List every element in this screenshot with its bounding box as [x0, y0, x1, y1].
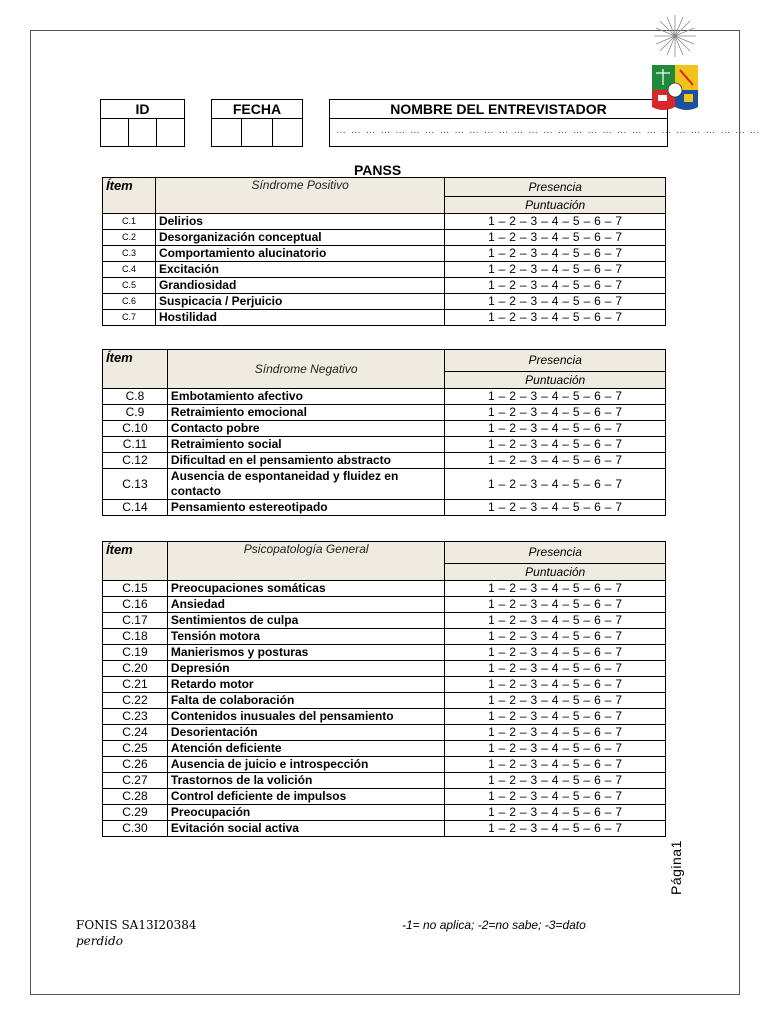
table-row — [103, 773, 666, 789]
score-scale[interactable]: 1 – 2 – 3 – 4 – 5 – 6 – 7 — [445, 453, 666, 469]
score-scale[interactable]: 1 – 2 – 3 – 4 – 5 – 6 – 7 — [445, 278, 666, 294]
item-code: C.8 — [103, 389, 168, 405]
table-row — [103, 389, 666, 405]
table-row — [103, 597, 666, 613]
table-row — [103, 821, 666, 837]
table-row — [103, 453, 666, 469]
item-code: C.11 — [103, 437, 168, 453]
item-code: C.16 — [103, 597, 168, 613]
table-row — [103, 294, 666, 310]
table-row — [103, 500, 666, 516]
syndrome-header: Síndrome Positivo — [155, 178, 444, 214]
presence-header: Presencia — [445, 350, 666, 372]
item-name: Retraimiento emocional — [167, 405, 444, 421]
score-scale[interactable]: 1 – 2 – 3 – 4 – 5 – 6 – 7 — [445, 821, 666, 837]
item-code: C.22 — [103, 693, 168, 709]
item-code: C.19 — [103, 645, 168, 661]
general-psychopathology-table — [102, 541, 666, 837]
score-scale[interactable]: 1 – 2 – 3 – 4 – 5 – 6 – 7 — [445, 597, 666, 613]
item-name: Trastornos de la volición — [167, 773, 445, 789]
entrevistador-field[interactable]: … … … … … … … … … … … … … … … … … … … … … … … … … … … … … — [336, 125, 761, 136]
syndrome-header: Síndrome Negativo — [167, 350, 444, 389]
syndrome-header: Psicopatología General — [167, 542, 445, 581]
table-row — [103, 805, 666, 821]
item-code: C.26 — [103, 757, 168, 773]
negative-syndrome-table — [102, 349, 666, 516]
score-scale[interactable]: 1 – 2 – 3 – 4 – 5 – 6 – 7 — [445, 214, 666, 230]
table-row — [103, 278, 666, 294]
score-header: Puntuación — [445, 564, 666, 581]
score-legend: -1= no aplica; -2=no sabe; -3=dato — [402, 918, 586, 932]
score-scale[interactable]: 1 – 2 – 3 – 4 – 5 – 6 – 7 — [445, 693, 666, 709]
table-row — [103, 661, 666, 677]
university-logo-icon — [650, 15, 700, 121]
fecha-cell[interactable] — [273, 119, 302, 146]
score-scale[interactable]: 1 – 2 – 3 – 4 – 5 – 6 – 7 — [445, 773, 666, 789]
fecha-cell[interactable] — [242, 119, 272, 146]
item-code: C.12 — [103, 453, 168, 469]
item-name: Excitación — [155, 262, 444, 278]
presence-header: Presencia — [445, 178, 666, 197]
table-row — [103, 469, 666, 500]
item-name: Sentimientos de culpa — [167, 613, 445, 629]
score-scale[interactable]: 1 – 2 – 3 – 4 – 5 – 6 – 7 — [445, 262, 666, 278]
item-code: C.27 — [103, 773, 168, 789]
item-code: C.17 — [103, 613, 168, 629]
table-row — [103, 230, 666, 246]
entrevistador-box — [329, 99, 761, 147]
table-row — [103, 613, 666, 629]
id-cell[interactable] — [129, 119, 157, 146]
item-code: C.7 — [103, 310, 156, 326]
item-name: Suspicacia / Perjuicio — [155, 294, 444, 310]
item-code: C.1 — [103, 214, 156, 230]
item-code: C.23 — [103, 709, 168, 725]
id-label: ID — [101, 100, 184, 119]
table-row — [103, 757, 666, 773]
item-name: Control deficiente de impulsos — [167, 789, 445, 805]
item-code: C.30 — [103, 821, 168, 837]
item-name: Preocupaciones somáticas — [167, 581, 445, 597]
item-name: Tensión motora — [167, 629, 445, 645]
score-scale[interactable]: 1 – 2 – 3 – 4 – 5 – 6 – 7 — [445, 421, 666, 437]
score-scale[interactable]: 1 – 2 – 3 – 4 – 5 – 6 – 7 — [445, 230, 666, 246]
item-code: C.14 — [103, 500, 168, 516]
item-code: C.20 — [103, 661, 168, 677]
table-row — [103, 741, 666, 757]
id-cell[interactable] — [157, 119, 184, 146]
id-cell[interactable] — [101, 119, 129, 146]
score-scale[interactable]: 1 – 2 – 3 – 4 – 5 – 6 – 7 — [445, 246, 666, 262]
score-scale[interactable]: 1 – 2 – 3 – 4 – 5 – 6 – 7 — [445, 757, 666, 773]
score-scale[interactable]: 1 – 2 – 3 – 4 – 5 – 6 – 7 — [445, 389, 666, 405]
item-name: Delirios — [155, 214, 444, 230]
score-scale[interactable]: 1 – 2 – 3 – 4 – 5 – 6 – 7 — [445, 709, 666, 725]
table-row — [103, 581, 666, 597]
item-code: C.15 — [103, 581, 168, 597]
item-name: Comportamiento alucinatorio — [155, 246, 444, 262]
item-code: C.5 — [103, 278, 156, 294]
item-name: Desorientación — [167, 725, 445, 741]
item-code: C.9 — [103, 405, 168, 421]
score-scale[interactable]: 1 – 2 – 3 – 4 – 5 – 6 – 7 — [445, 741, 666, 757]
score-scale[interactable]: 1 – 2 – 3 – 4 – 5 – 6 – 7 — [445, 725, 666, 741]
item-name: Manierismos y posturas — [167, 645, 445, 661]
item-name: Embotamiento afectivo — [167, 389, 444, 405]
score-scale[interactable]: 1 – 2 – 3 – 4 – 5 – 6 – 7 — [445, 469, 666, 500]
item-name: Contenidos inusuales del pensamiento — [167, 709, 445, 725]
item-name: Ansiedad — [167, 597, 445, 613]
table-row — [103, 262, 666, 278]
item-name: Contacto pobre — [167, 421, 444, 437]
item-name: Atención deficiente — [167, 741, 445, 757]
entrevistador-label: NOMBRE DEL ENTREVISTADOR — [330, 100, 667, 119]
score-scale[interactable]: 1 – 2 – 3 – 4 – 5 – 6 – 7 — [445, 405, 666, 421]
score-scale[interactable]: 1 – 2 – 3 – 4 – 5 – 6 – 7 — [445, 500, 666, 516]
item-code: C.21 — [103, 677, 168, 693]
score-scale[interactable]: 1 – 2 – 3 – 4 – 5 – 6 – 7 — [445, 613, 666, 629]
item-code: C.28 — [103, 789, 168, 805]
table-row — [103, 677, 666, 693]
presence-header: Presencia — [445, 542, 666, 564]
item-name: Desorganización conceptual — [155, 230, 444, 246]
score-scale[interactable]: 1 – 2 – 3 – 4 – 5 – 6 – 7 — [445, 661, 666, 677]
page-number: Página1 — [668, 840, 684, 895]
item-header: Ítem — [103, 178, 156, 214]
item-code: C.18 — [103, 629, 168, 645]
score-header: Puntuación — [445, 197, 666, 214]
item-name: Hostilidad — [155, 310, 444, 326]
item-name: Pensamiento estereotipado — [167, 500, 444, 516]
score-scale[interactable]: 1 – 2 – 3 – 4 – 5 – 6 – 7 — [445, 805, 666, 821]
score-scale[interactable]: 1 – 2 – 3 – 4 – 5 – 6 – 7 — [445, 437, 666, 453]
panss-title: PANSS — [354, 162, 402, 178]
fecha-box — [211, 99, 303, 147]
item-code: C.6 — [103, 294, 156, 310]
score-scale[interactable]: 1 – 2 – 3 – 4 – 5 – 6 – 7 — [445, 294, 666, 310]
score-scale[interactable]: 1 – 2 – 3 – 4 – 5 – 6 – 7 — [445, 581, 666, 597]
item-code: C.13 — [103, 469, 168, 500]
table-row — [103, 645, 666, 661]
item-code: C.2 — [103, 230, 156, 246]
item-code: C.25 — [103, 741, 168, 757]
item-code: C.4 — [103, 262, 156, 278]
table-row — [103, 246, 666, 262]
score-header: Puntuación — [445, 372, 666, 389]
table-row — [103, 789, 666, 805]
table-row — [103, 310, 666, 326]
item-name: Grandiosidad — [155, 278, 444, 294]
item-name: Falta de colaboración — [167, 693, 445, 709]
item-name: Depresión — [167, 661, 445, 677]
fecha-cell[interactable] — [212, 119, 242, 146]
positive-syndrome-table — [102, 177, 666, 326]
item-name: Retraimiento social — [167, 437, 444, 453]
table-row — [103, 709, 666, 725]
id-box — [100, 99, 185, 147]
table-row — [103, 214, 666, 230]
table-row — [103, 437, 666, 453]
fecha-label: FECHA — [212, 100, 302, 119]
item-code: C.10 — [103, 421, 168, 437]
table-row — [103, 629, 666, 645]
table-row — [103, 725, 666, 741]
item-name: Dificultad en el pensamiento abstracto — [167, 453, 444, 469]
item-code: C.29 — [103, 805, 168, 821]
score-scale[interactable]: 1 – 2 – 3 – 4 – 5 – 6 – 7 — [445, 629, 666, 645]
table-row — [103, 405, 666, 421]
table-row — [103, 421, 666, 437]
project-code: FONIS SA13I20384 — [76, 918, 197, 932]
score-scale[interactable]: 1 – 2 – 3 – 4 – 5 – 6 – 7 — [445, 677, 666, 693]
item-header: Ítem — [103, 350, 168, 389]
legend-continuation: perdido — [76, 934, 123, 948]
item-header: Ítem — [103, 542, 168, 581]
item-name: Evitación social activa — [167, 821, 445, 837]
item-name: Preocupación — [167, 805, 445, 821]
score-scale[interactable]: 1 – 2 – 3 – 4 – 5 – 6 – 7 — [445, 310, 666, 326]
table-row — [103, 693, 666, 709]
score-scale[interactable]: 1 – 2 – 3 – 4 – 5 – 6 – 7 — [445, 789, 666, 805]
item-code: C.24 — [103, 725, 168, 741]
item-code: C.3 — [103, 246, 156, 262]
score-scale[interactable]: 1 – 2 – 3 – 4 – 5 – 6 – 7 — [445, 645, 666, 661]
item-name: Ausencia de espontaneidad y fluidez en contacto — [167, 469, 444, 500]
item-name: Retardo motor — [167, 677, 445, 693]
item-name: Ausencia de juicio e introspección — [167, 757, 445, 773]
